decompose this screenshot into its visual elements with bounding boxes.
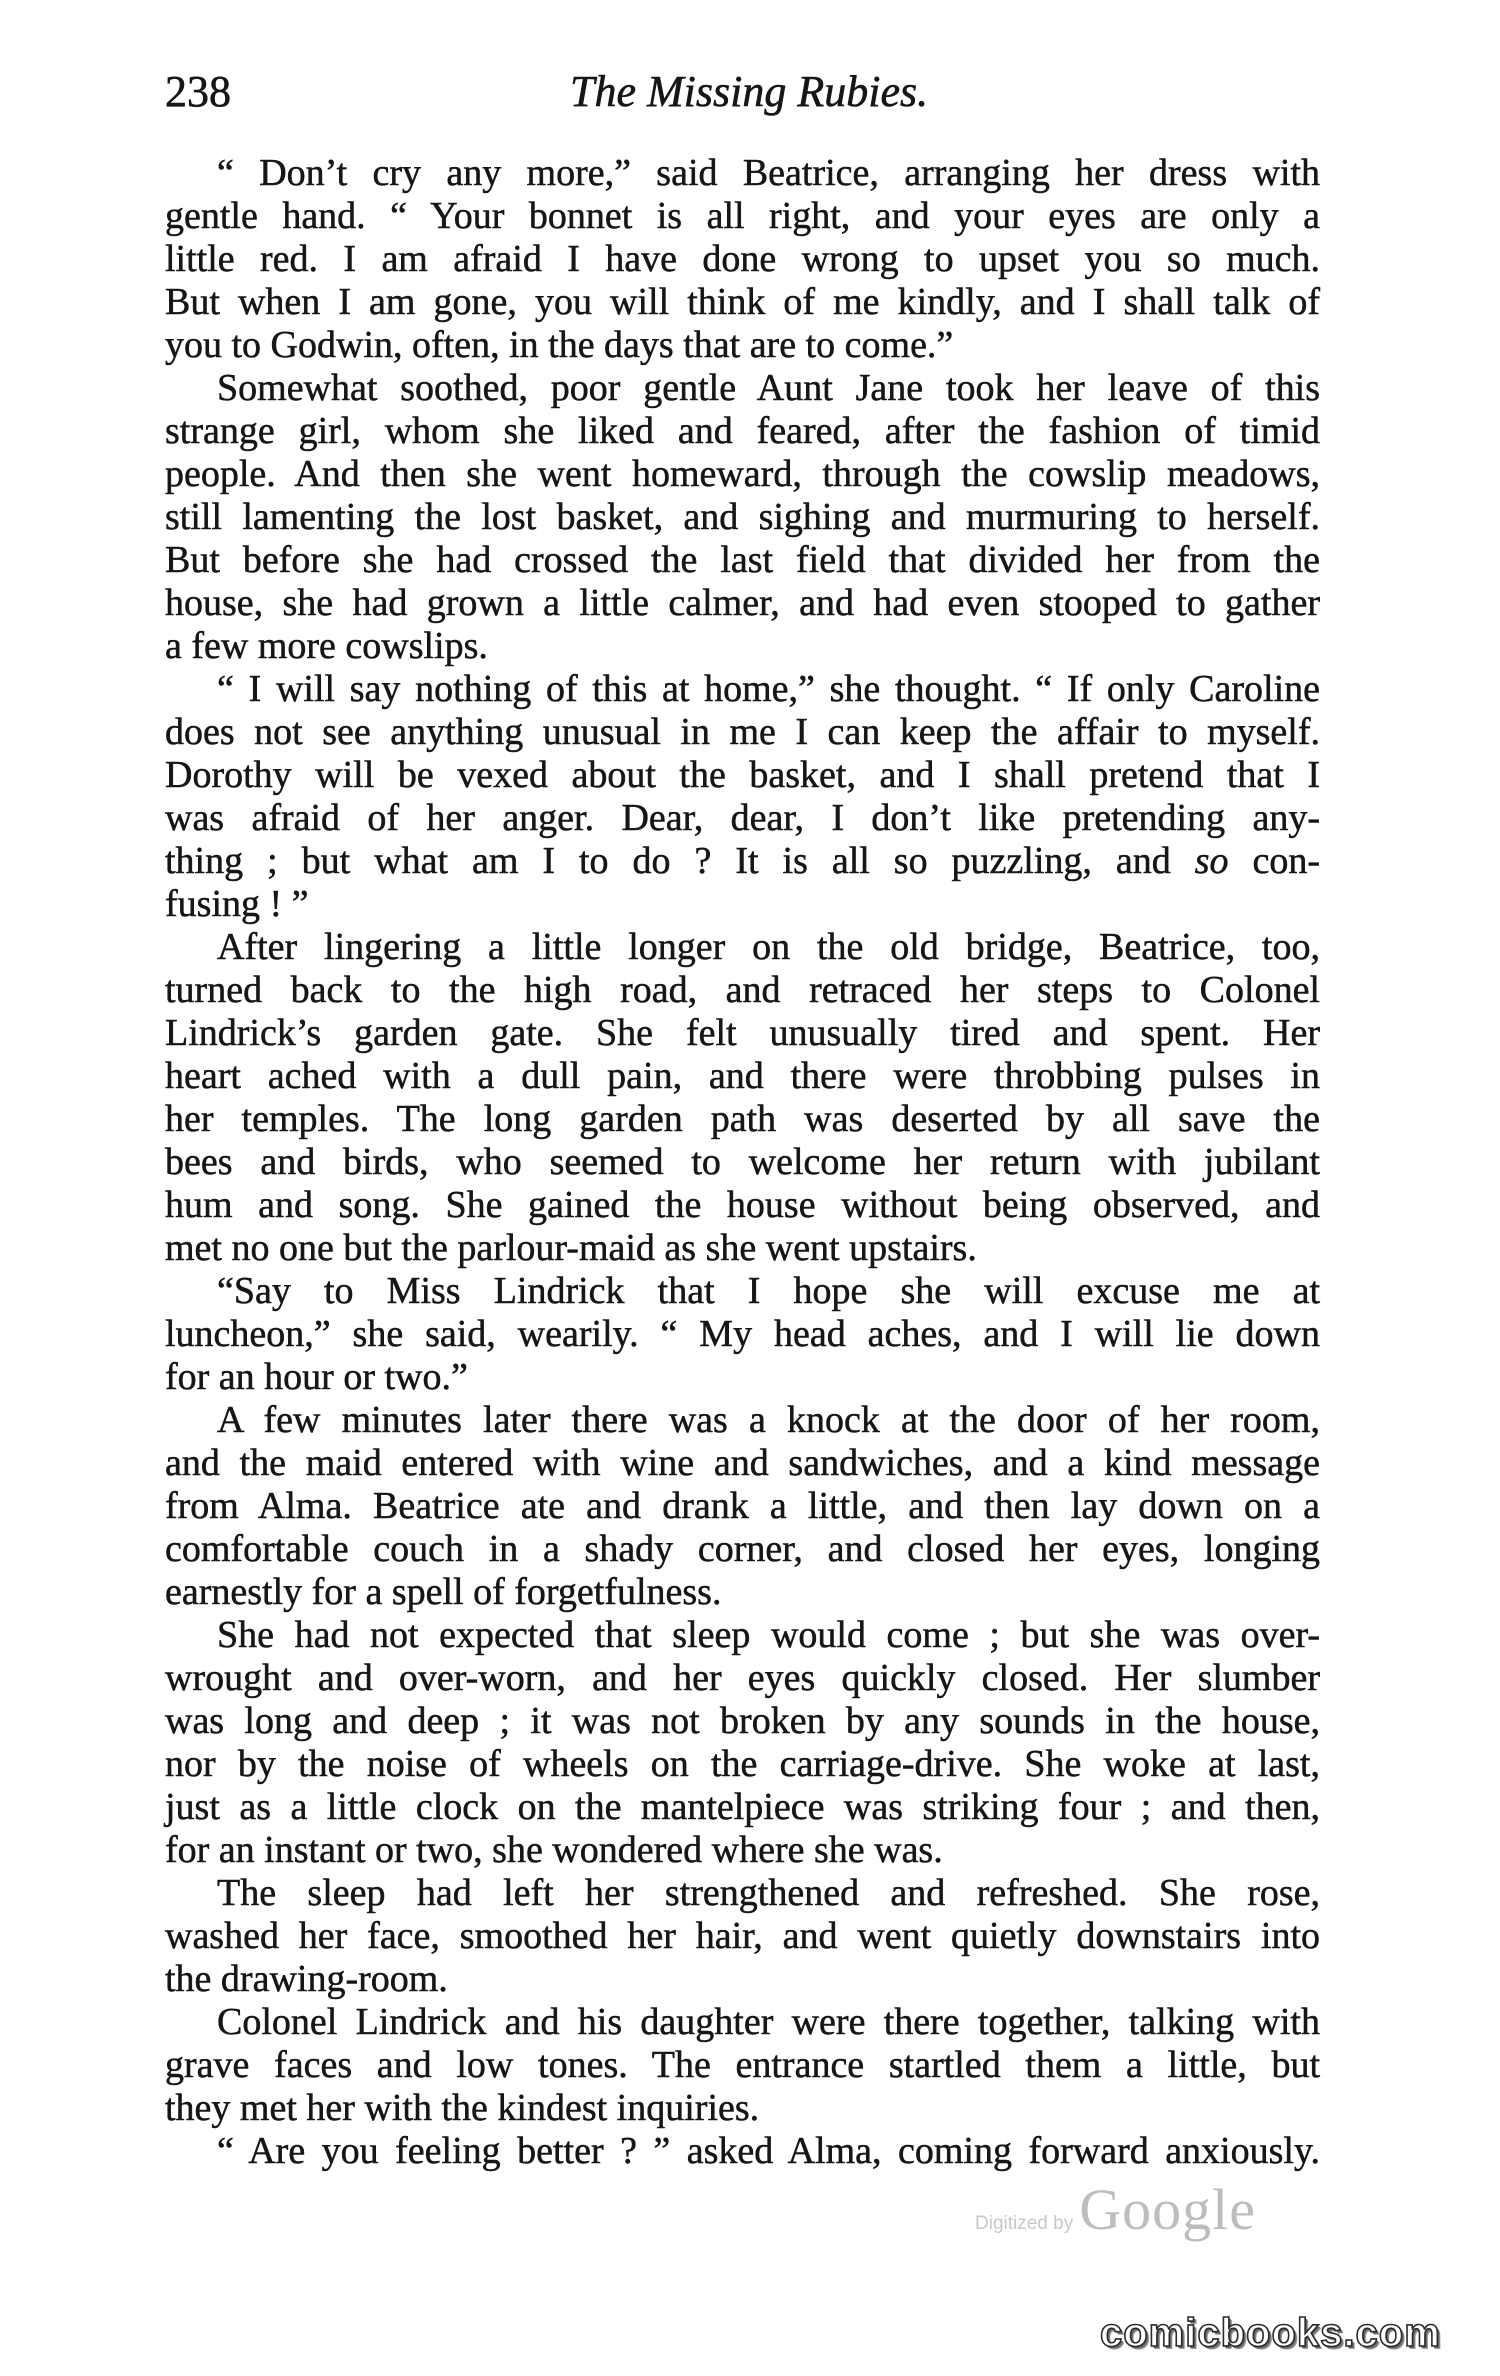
text-line: “ Are you feeling better ? ” asked Alma, coming forward anxiously. (217, 2130, 1320, 2172)
text-line: Somewhat soothed, poor gentle Aunt Jane took her leave of this (217, 367, 1320, 409)
text-line: for an hour or two.” (165, 1356, 468, 1398)
text-line: luncheon,” she said, wearily. “ My head aches, and I will lie down (165, 1313, 1320, 1355)
text-line: you to Godwin, often, in the days that are to come.” (165, 324, 954, 366)
text-line: met no one but the parlour-maid as she went upstairs. (165, 1227, 977, 1269)
text-line: house, she had grown a little calmer, and had even stooped to gather (165, 582, 1320, 624)
text-line: hum and song. She gained the house without being observed, and (165, 1184, 1320, 1226)
text-line: washed her face, smoothed her hair, and went quietly downstairs into (165, 1915, 1320, 1957)
text-line: Dorothy will be vexed about the basket, and I shall pretend that I (165, 754, 1320, 796)
paragraph (165, 926, 1320, 1270)
paragraph (165, 1399, 1320, 1614)
text-line: grave faces and low tones. The entrance startled them a little, but (165, 2044, 1320, 2086)
google-logo: Google (1079, 2177, 1256, 2242)
body-text (165, 152, 1320, 2173)
text-line: But when I am gone, you will think of me kindly, and I shall talk of (165, 281, 1320, 323)
paragraph (165, 1614, 1320, 1872)
text-line: “ Don’t cry any more,” said Beatrice, arranging her dress with (217, 152, 1320, 194)
emphasis-text: so (1194, 840, 1229, 882)
text-line: her temples. The long garden path was deserted by all save the (165, 1098, 1320, 1140)
text-line: gentle hand. “ Your bonnet is all right, and your eyes are only a (165, 195, 1320, 237)
text-line (165, 840, 1320, 883)
text-line: does not see anything unusual in me I can keep the affair to myself. (165, 711, 1320, 753)
text-line: turned back to the high road, and retraced her steps to Colonel (165, 969, 1320, 1011)
text-line: people. And then she went homeward, through the cowslip meadows, (165, 453, 1320, 495)
text-line: was long and deep ; it was not broken by any sounds in the house, (165, 1700, 1320, 1742)
paragraph (165, 152, 1320, 367)
text-line: fusing ! ” (165, 883, 309, 925)
text-line: still lamenting the lost basket, and sighing and murmuring to herself. (165, 496, 1320, 538)
text-line: the drawing-room. (165, 1958, 448, 2000)
text-line: they met her with the kindest inquiries. (165, 2087, 760, 2129)
text-line: little red. I am afraid I have done wrong to upset you so much. (165, 238, 1320, 280)
text-line: a few more cowslips. (165, 625, 488, 667)
text-line: and the maid entered with wine and sandwiches, and a kind message (165, 1442, 1320, 1484)
paragraph (165, 367, 1320, 668)
text-line: earnestly for a spell of forgetfulness. (165, 1571, 722, 1613)
text-line: Colonel Lindrick and his daughter were there together, talking with (217, 2001, 1320, 2043)
site-watermark: comicbooks.com (1100, 2311, 1441, 2355)
text-line: nor by the noise of wheels on the carriage-drive. She woke at last, (165, 1743, 1320, 1785)
text-segment: con- (1228, 840, 1320, 882)
text-line: just as a little clock on the mantelpiece was striking four ; and then, (165, 1786, 1320, 1828)
digitized-by-google-watermark (975, 2176, 1256, 2240)
text-line: bees and birds, who seemed to welcome her return with jubilant (165, 1141, 1320, 1183)
text-line: But before she had crossed the last field that divided her from the (165, 539, 1320, 581)
text-line: After lingering a little longer on the old bridge, Beatrice, too, (217, 926, 1320, 968)
text-line: comfortable couch in a shady corner, and closed her eyes, longing (165, 1528, 1320, 1570)
paragraph (165, 1270, 1320, 1399)
text-segment: thing ; but what am I to do ? It is all so puzzling, and (165, 840, 1195, 882)
text-line: “Say to Miss Lindrick that I hope she will excuse me at (217, 1270, 1320, 1312)
page-number: 238 (165, 67, 231, 116)
text-line: for an instant or two, she wondered where she was. (165, 1829, 943, 1871)
text-line: was afraid of her anger. Dear, dear, I don’t like pretending any- (165, 797, 1320, 839)
paragraph (165, 668, 1320, 926)
text-line: Lindrick’s garden gate. She felt unusually tired and spent. Her (165, 1012, 1320, 1054)
text-line: The sleep had left her strengthened and refreshed. She rose, (217, 1872, 1320, 1914)
text-line: “ I will say nothing of this at home,” she thought. “ If only Caroline (217, 668, 1320, 710)
text-line: heart ached with a dull pain, and there were throbbing pulses in (165, 1055, 1320, 1097)
paragraph (165, 1872, 1320, 2001)
text-line: A few minutes later there was a knock at the door of her room, (217, 1399, 1320, 1441)
paragraph (165, 2001, 1320, 2130)
text-line: wrought and over-worn, and her eyes quickly closed. Her slumber (165, 1657, 1320, 1699)
text-line: from Alma. Beatrice ate and drank a little, and then lay down on a (165, 1485, 1320, 1527)
paragraph (165, 2130, 1320, 2173)
running-title: The Missing Rubies. (570, 67, 929, 116)
text-line: strange girl, whom she liked and feared, after the fashion of timid (165, 410, 1320, 452)
digitized-by-label: Digitized by (975, 2213, 1074, 2234)
text-line: She had not expected that sleep would come ; but she was over- (217, 1614, 1320, 1656)
